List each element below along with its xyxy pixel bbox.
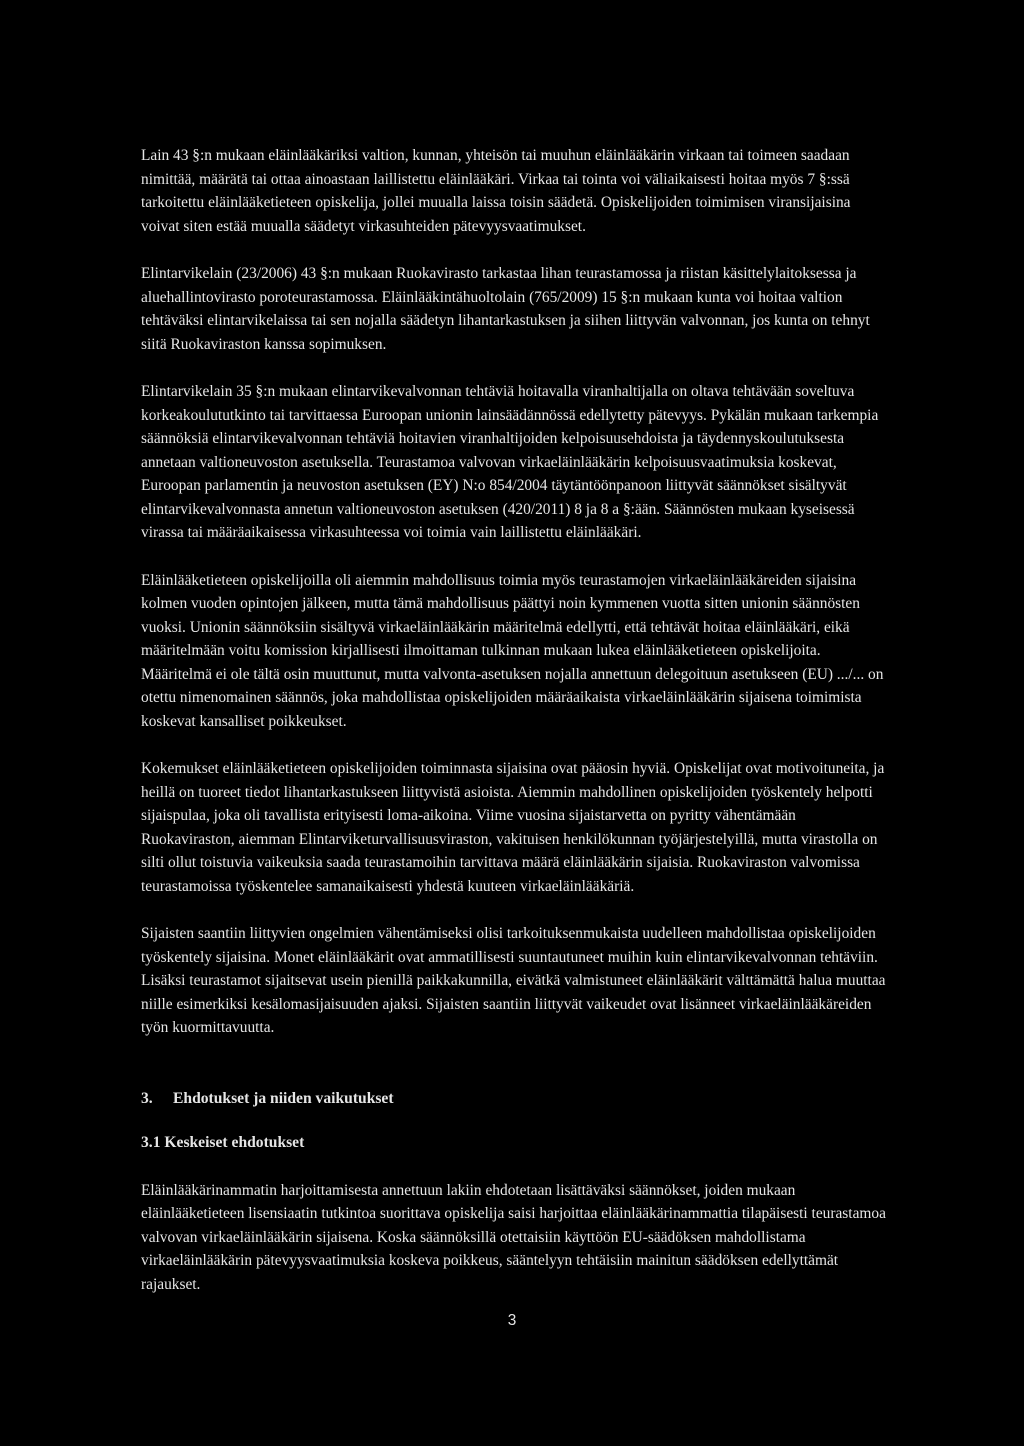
page-number: 3 [507,1312,517,1329]
paragraph-qualification-requirements: Elintarvikelain 35 §:n mukaan elintarvikevalvonnan tehtäviä hoitavalla viranhaltijalla on oltava tehtävään soveltuva korkeakoulututkinto tai tarvittaessa Euroopan unionin lainsäädännössä edellytetty pätevyys. Pykälän mukaan tarkempia säännöksiä elintarvikevalvonnan tehtäviä hoitavien viranhaltijoiden kelpoisuusehdoista ja täydennyskoulutuksesta annetaan valtioneuvoston asetuksella. Teurastamoa valvovan virkaeläinlääkärin kelpoisuusvaatimuksia koskevat, Euroopan parlamentin ja neuvoston asetuksen (EY) N:o 854/2004 täytäntöönpanoon liittyvät säännökset sisältyvät elintarvikevalvonnasta annetun valtioneuvoston asetuksen (420/2011) 8 ja 8 a §:ään. Säännösten mukaan kyseisessä virassa tai määräaikaisessa virkasuhteessa voi toimia vain laillistettu eläinlääkäri. [141,383,879,541]
paragraph-student-substitutes-history: Eläinlääketieteen opiskelijoilla oli aiemmin mahdollisuus toimia myös teurastamojen virkaeläinlääkäreiden sijaisina kolmen vuoden opintojen jälkeen, mutta tämä mahdollisuus päättyi noin kymmenen vuotta sitten unionin säännösten vuoksi. Unionin säännöksiin sisältyvä virkaeläinlääkärin määritelmä edellytti, että tehtävät hoitaa eläinlääkäri, eikä määritelmään voitu komission kirjallisesti ilmoittaman tulkinnan mukaan lukea eläinlääketieteen opiskelijoita. Määritelmä ei ole tältä osin muuttunut, mutta valvonta-asetuksen nojalla annettuun delegoituun asetukseen (EU) .../... on otettu nimenomainen säännös, joka mahdollistaa opiskelijoiden määräaikaista virkaeläinlääkärin sijaisena toimimista koskevat kansalliset poikkeukset. [141,571,884,730]
section-heading [141,1087,887,1111]
paragraph-meat-inspection: Elintarvikelain (23/2006) 43 §:n mukaan Ruokavirasto tarkastaa lihan teurastamossa ja riistan käsittelylaitoksessa ja aluehallintovirasto poroteurastamossa. Eläinlääkintähuoltolain (765/2009) 15 §:n mukaan kunta voi hoitaa valtion tehtäväksi elintarvikelaissa tai sen nojalla säädetyn lihantarkastuksen ja siihen liittyvän valvonnan, jos kunta on tehnyt siitä Ruokaviraston kanssa sopimuksen. [141,265,870,353]
paragraph-experiences: Kokemukset eläinlääketieteen opiskelijoiden toiminnasta sijaisina ovat pääosin hyviä. Opiskelijat ovat motivoituneita, ja heillä on tuoreet tiedot lihantarkastukseen liittyvistä asioista. Aiemmin mahdollinen opiskelijoiden työskentely helpotti sijaispulaa, joka oli tavallista erityisesti loma-aikoina. Viime vuosina sijaistarvetta on pyritty vähentämään Ruokaviraston, aiemman Elintarviketurvallisuusviraston, vakituisen henkilökunnan työjärjestelyillä, mutta virastolla on silti ollut toistuvia vaikeuksia saada teurastamoihin tarvittava määrä eläinlääkärin sijaisia. Ruokaviraston valvomissa teurastamoissa työskentelee samanaikaisesti yhdestä kuuteen virkaeläinlääkäriä. [141,760,885,895]
document-body [141,144,887,1296]
section-number: 3. [141,1089,153,1107]
paragraph-key-proposals: Eläinlääkärinammatin harjoittamisesta annettuun lakiin ehdotetaan lisättäväksi säännökset, joiden mukaan eläinlääketieteen lisensiaatin tutkintoa suorittava opiskelija saisi harjoittaa eläinlääkärinammattia tilapäisesti teurastamoa valvovan virkaeläinlääkärin sijaisena. Koska säännöksillä otettaisiin käyttöön EU-säädöksen mahdollistama virkaeläinlääkärin pätevyysvaatimuksia koskeva poikkeus, sääntelyyn tehtäisiin mainitun säädöksen edellyttämät rajaukset. [141,1181,886,1293]
paragraph-proposal-rationale: Sijaisten saantiin liittyvien ongelmien vähentämiseksi olisi tarkoituksenmukaista uudelleen mahdollistaa opiskelijoiden työskentely sijaisina. Monet eläinlääkärit ovat ammatillisesti suuntautuneet muihin kuin elintarvikevalvonnan tehtäviin. Lisäksi teurastamot sijaitsevat usein pienillä paikkakunnilla, eivätkä valmistuneet eläinlääkärit välttämättä halua muuttaa niille esimerkiksi kesälomasijaisuuden ajaksi. Sijaisten saantiin liittyvät vaikeudet ovat lisänneet virkaeläinlääkäreiden työn kuormittavuutta. [141,925,886,1036]
subsection-heading: 3.1 Keskeiset ehdotukset [141,1134,305,1151]
paragraph-veterinarian-appointment: Lain 43 §:n mukaan eläinlääkäriksi valtion, kunnan, yhteisön tai muuhun eläinlääkärin virkaan tai toimeen saadaan nimittää, määrätä tai ottaa ainoastaan laillistettu eläinlääkäri. Virkaa tai tointa voi väliaikaisesti hoitaa myös 7 §:ssä tarkoitettu eläinlääketieteen opiskelija, jollei muualla laissa toisin säädetä. Opiskelijoiden toimimisen viransijaisina voivat siten estää muualla säädetyt virkasuhteiden pätevyysvaatimukset. [141,147,851,235]
section-title: Ehdotukset ja niiden vaikutukset [173,1089,394,1107]
